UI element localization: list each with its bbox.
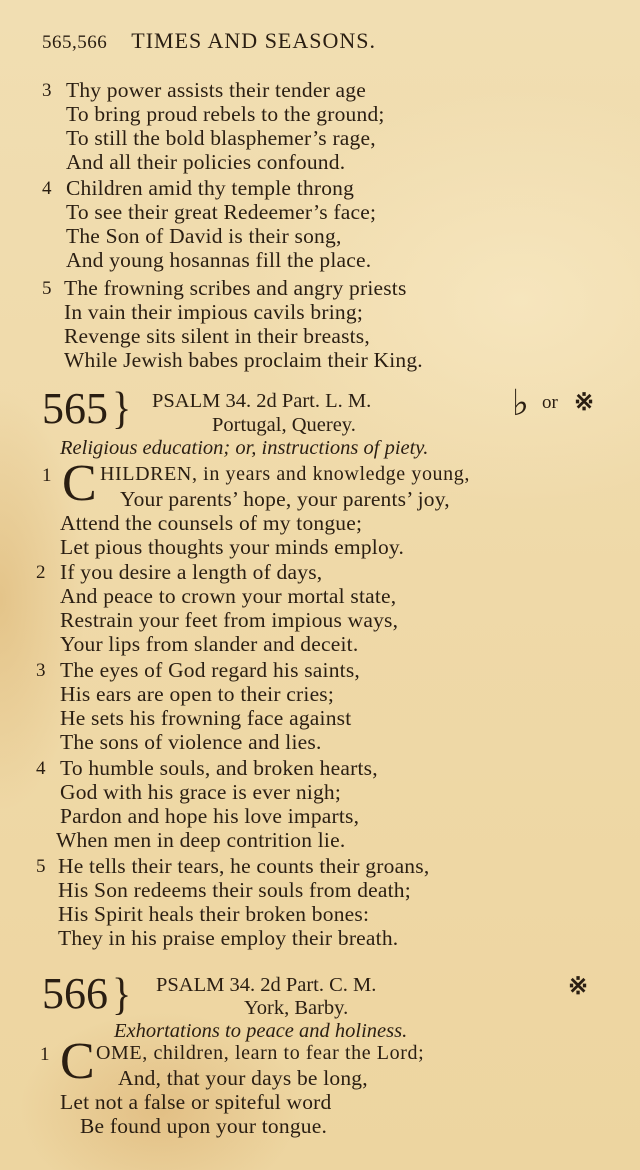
verse-line: And peace to crown your mortal state, [60, 584, 397, 608]
verse-line: Let not a false or spiteful word [60, 1090, 332, 1114]
stanza-number: 4 [36, 758, 46, 779]
drop-cap: C [62, 455, 97, 512]
verse-line: His Spirit heals their broken bones: [58, 902, 370, 926]
verse-line: He tells their tears, he counts their groans, [58, 854, 430, 878]
verse-line: And, that your days be long, [118, 1066, 368, 1090]
hymn-number: 566 [42, 969, 108, 1018]
drop-cap: C [60, 1033, 95, 1090]
hymn-heading: PSALM 34. 2d Part. C. M. [156, 974, 377, 996]
verse-line: Your lips from slander and deceit. [60, 632, 359, 656]
verse-line: They in his praise employ their breath. [58, 926, 399, 950]
hymn-subject: Exhortations to peace and holiness. [114, 1020, 408, 1042]
verse-line: To humble souls, and broken hearts, [60, 756, 378, 780]
stanza-number: 1 [42, 465, 52, 486]
running-header [42, 28, 376, 54]
verse-line: Be found upon your tongue. [80, 1114, 328, 1138]
hymn-heading: PSALM 34. 2d Part. L. M. [152, 390, 372, 412]
verse-line: And all their policies confound. [66, 150, 346, 174]
verse-line: While Jewish babes proclaim their King. [64, 348, 423, 372]
stanza-number: 2 [36, 562, 46, 583]
page-numbers: 565,566 [42, 32, 108, 53]
brace-ornament: } [112, 381, 132, 434]
reference-mark-icon: ※ [568, 974, 589, 1000]
verse-line: Your parents’ hope, your parents’ joy, [120, 487, 450, 511]
key-or-text: or [542, 392, 558, 413]
verse-line: The frowning scribes and angry priests [64, 276, 407, 300]
reference-mark-icon: ※ [574, 390, 595, 416]
stanza-number: 5 [36, 856, 46, 877]
stanza-number: 4 [42, 178, 52, 199]
verse-line: To bring proud rebels to the ground; [66, 102, 385, 126]
stanza-number: 5 [42, 278, 52, 299]
verse-line: God with his grace is ever nigh; [60, 780, 342, 804]
verse-line: Let pious thoughts your minds employ. [60, 535, 405, 559]
brace-ornament: } [112, 967, 132, 1020]
flat-key-icon: ♭ [512, 383, 529, 424]
verse-line: To still the bold blasphemer’s rage, [66, 126, 376, 150]
verse-line: The Son of David is their song, [66, 224, 342, 248]
verse-line: And young hosannas fill the place. [66, 248, 372, 272]
verse-line: His ears are open to their cries; [60, 682, 335, 706]
hymn-number: 565 [42, 384, 108, 433]
stanza-number: 3 [36, 660, 46, 681]
verse-line: He sets his frowning face against [60, 706, 352, 730]
verse-line: The sons of violence and lies. [60, 730, 322, 754]
verse-line: HILDREN, in years and knowledge young, [100, 463, 470, 485]
stanza-number: 3 [42, 80, 52, 101]
tune-names: York, Barby. [244, 997, 349, 1019]
verse-line: Pardon and hope his love imparts, [60, 804, 360, 828]
page-title: TIMES AND SEASONS. [131, 28, 377, 53]
verse-line: Revenge sits silent in their breasts, [64, 324, 370, 348]
verse-line: Children amid thy temple throng [66, 176, 355, 200]
tune-names: Portugal, Querey. [212, 414, 356, 436]
verse-line: To see their great Redeemer’s face; [66, 200, 377, 224]
verse-line: Attend the counsels of my tongue; [60, 511, 363, 535]
verse-line: His Son redeems their souls from death; [58, 878, 411, 902]
verse-line: Thy power assists their tender age [66, 78, 366, 102]
verse-line: Restrain your feet from impious ways, [60, 608, 399, 632]
hymn-subject: Religious education; or, instructions of piety. [60, 437, 429, 459]
stanza-number: 1 [40, 1044, 50, 1065]
verse-line: In vain their impious cavils bring; [64, 300, 363, 324]
verse-line: OME, children, learn to fear the Lord; [96, 1042, 425, 1064]
verse-line: When men in deep contrition lie. [56, 828, 346, 852]
verse-line: If you desire a length of days, [60, 560, 323, 584]
verse-line: The eyes of God regard his saints, [60, 658, 360, 682]
